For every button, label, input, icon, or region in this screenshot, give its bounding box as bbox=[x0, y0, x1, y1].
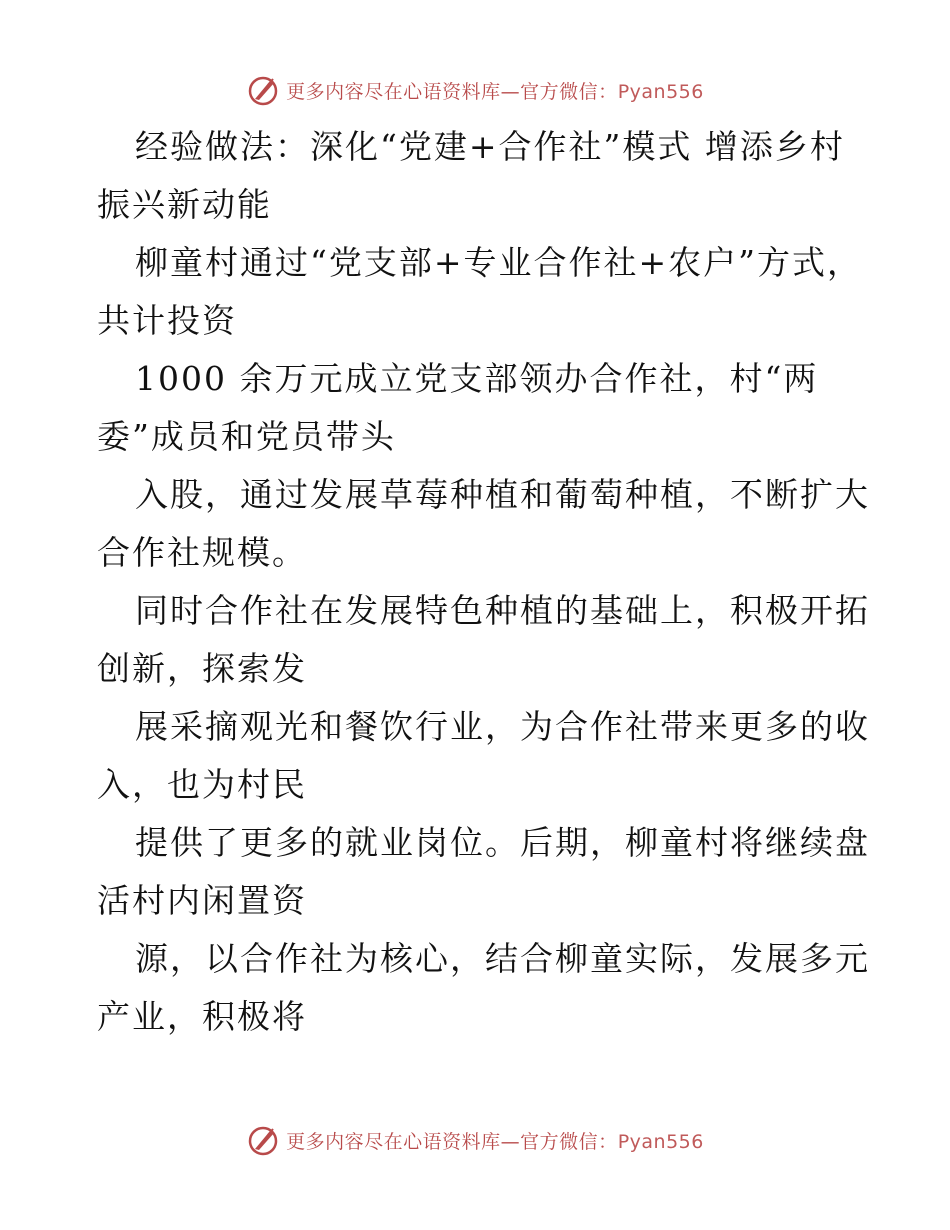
feather-pen-logo-icon bbox=[246, 73, 280, 107]
paragraph-line: 共计投资 bbox=[97, 301, 237, 340]
paragraph-line: 柳童村通过“党支部+专业合作社+农户”方式， bbox=[135, 243, 863, 282]
paragraph-line: 委”成员和党员带头 bbox=[97, 417, 396, 456]
document-body bbox=[97, 118, 870, 1046]
paragraph-line: 产业，积极将 bbox=[97, 997, 307, 1036]
feather-pen-logo-icon bbox=[246, 1123, 280, 1157]
paragraph-line: 创新，探索发 bbox=[97, 649, 307, 688]
paragraph-line: 合作社规模。 bbox=[97, 533, 307, 572]
paragraph-line: 振兴新动能 bbox=[97, 185, 272, 224]
header-banner bbox=[0, 70, 950, 110]
paragraph-line: 活村内闲置资 bbox=[97, 881, 307, 920]
paragraph-line: 经验做法：深化“党建+合作社”模式 增添乡村 bbox=[135, 127, 845, 166]
paragraph-line: 入股，通过发展草莓种植和葡萄种植，不断扩大 bbox=[135, 475, 870, 514]
footer-banner bbox=[0, 1120, 950, 1160]
banner-text: 更多内容尽在心语资料库—官方微信：Pyan556 bbox=[286, 80, 704, 103]
paragraph-line: 展采摘观光和餐饮行业，为合作社带来更多的收 bbox=[135, 707, 870, 746]
paragraph-line: 同时合作社在发展特色种植的基础上，积极开拓 bbox=[135, 591, 870, 630]
paragraph-line: 源，以合作社为核心，结合柳童实际，发展多元 bbox=[135, 939, 870, 978]
banner-text: 更多内容尽在心语资料库—官方微信：Pyan556 bbox=[286, 1130, 704, 1153]
paragraph-line: 入，也为村民 bbox=[97, 765, 307, 804]
paragraph-line: 提供了更多的就业岗位。后期，柳童村将继续盘 bbox=[135, 823, 870, 862]
paragraph-line: 1000 余万元成立党支部领办合作社，村“两 bbox=[135, 359, 819, 398]
